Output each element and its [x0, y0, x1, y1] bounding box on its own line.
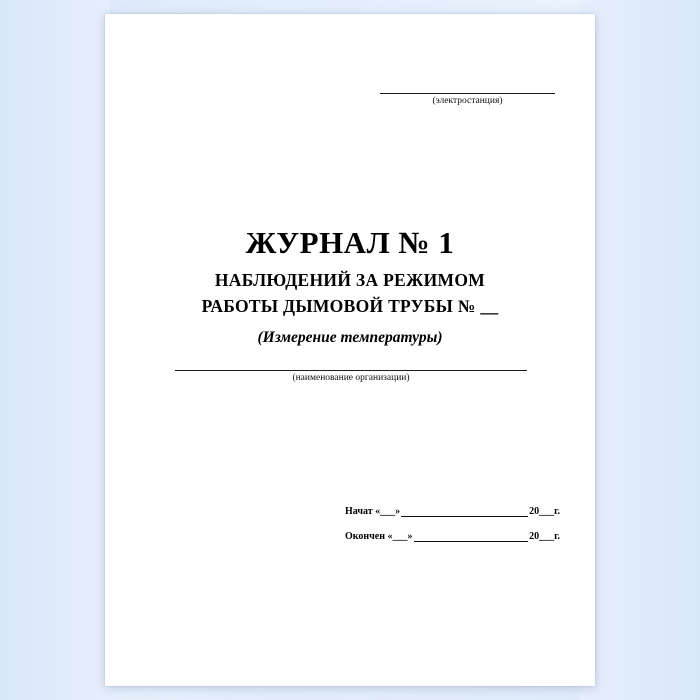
started-fill-line [401, 506, 528, 517]
finished-label: Окончен «___» [345, 531, 413, 542]
organization-field [175, 369, 527, 383]
station-caption: (электростанция) [432, 96, 503, 106]
dates-block [345, 506, 560, 556]
title-subtitle-italic: (Измерение температуры) [257, 328, 443, 346]
background-gradient-right [580, 0, 700, 700]
started-row [345, 506, 560, 517]
page-title: ЖУРНАЛ № 1 [245, 225, 455, 260]
title-block [105, 226, 595, 347]
station-rule [380, 92, 555, 94]
finished-year: 20___г. [529, 531, 560, 542]
document-page [105, 14, 595, 686]
started-year: 20___г. [529, 506, 560, 517]
title-subline-1: НАБЛЮДЕНИЙ ЗА РЕЖИМОМ [214, 270, 486, 291]
finished-row [345, 531, 560, 542]
started-label: Начат «___» [345, 506, 401, 517]
organization-caption: (наименование организации) [292, 373, 410, 383]
organization-rule [175, 369, 527, 371]
title-subline-2: РАБОТЫ ДЫМОВОЙ ТРУБЫ № __ [201, 295, 499, 316]
finished-fill-line [414, 531, 529, 542]
background-gradient-left [0, 0, 110, 700]
station-field [380, 92, 555, 106]
